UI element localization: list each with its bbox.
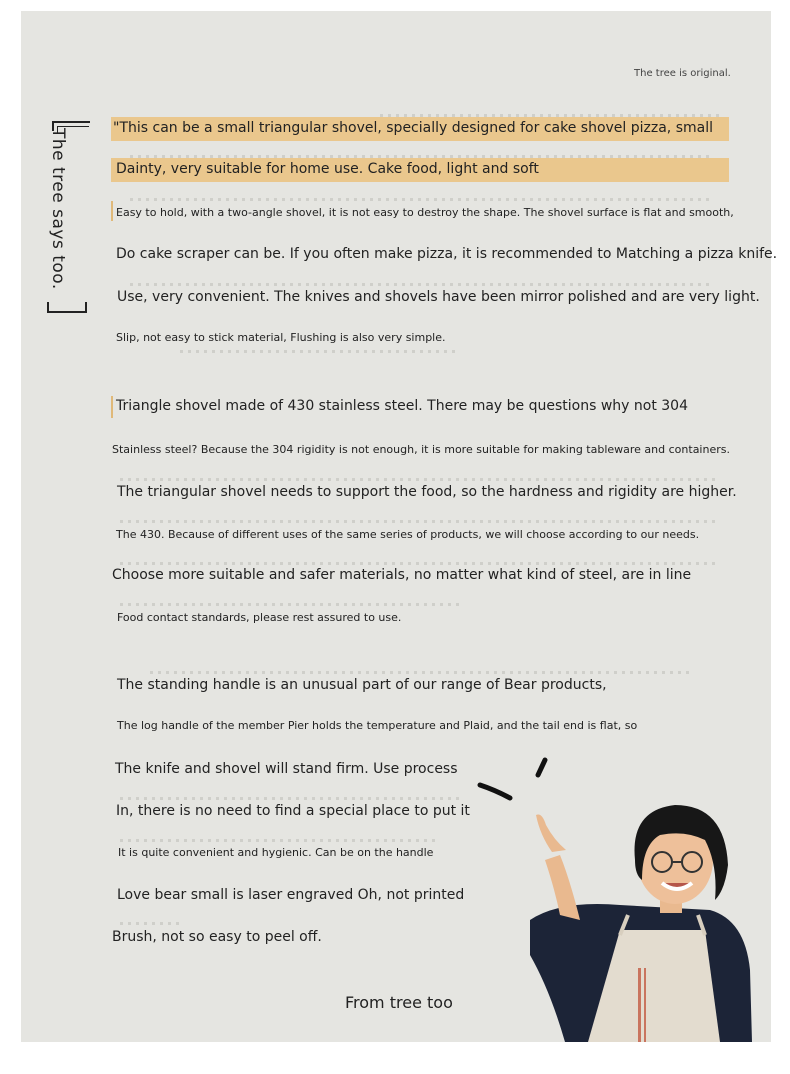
accent-stroke-icon — [480, 785, 510, 798]
paragraph-line: Easy to hold, with a two-angle shovel, it is not easy to destroy the shape. The shovel surface is flat and smooth, — [116, 206, 734, 219]
paragraph-line: Do cake scraper can be. If you often make pizza, it is recommended to Matching a pizza knife. — [116, 246, 778, 262]
paragraph-line: Brush, not so easy to peel off. — [112, 929, 322, 945]
paragraph-line: Use, very convenient. The knives and shovels have been mirror polished and are very light. — [117, 289, 760, 305]
ghost-stroke — [120, 520, 720, 523]
paragraph-line: Triangle shovel made of 430 stainless steel. There may be questions why not 304 — [116, 398, 688, 414]
ghost-stroke — [180, 350, 460, 353]
ghost-stroke — [130, 198, 710, 201]
paragraph-line: The standing handle is an unusual part of our range of Bear products, — [117, 677, 607, 693]
vertical-title: The tree says too. — [48, 128, 68, 290]
ghost-stroke — [130, 155, 710, 158]
paragraph-marker — [111, 201, 113, 221]
paragraph-line: Love bear small is laser engraved Oh, not printed — [117, 887, 465, 903]
ghost-stroke — [120, 562, 720, 565]
paragraph-line: "This can be a small triangular shovel, specially designed for cake shovel pizza, small — [113, 120, 713, 136]
paragraph-line: Stainless steel? Because the 304 rigidity is not enough, it is more suitable for making tableware and containers. — [112, 443, 730, 456]
ghost-stroke — [120, 603, 460, 606]
ghost-stroke — [120, 797, 460, 800]
footer-title: From tree too — [345, 993, 453, 1012]
ghost-stroke — [120, 839, 440, 842]
ghost-stroke — [150, 671, 690, 674]
person-pointing-illustration — [470, 740, 770, 1042]
accent-stroke-icon — [538, 760, 545, 775]
signature-text: The tree is original. — [634, 68, 731, 79]
paragraph-line: Slip, not easy to stick material, Flushing is also very simple. — [116, 331, 446, 344]
paragraph-line: The knife and shovel will stand firm. Use process — [115, 761, 458, 777]
paragraph-line: It is quite convenient and hygienic. Can be on the handle — [118, 846, 434, 859]
paragraph-marker — [111, 396, 113, 418]
paragraph-line: The 430. Because of different uses of the same series of products, we will choose according to our needs. — [116, 528, 700, 541]
paragraph-line: Choose more suitable and safer materials, no matter what kind of steel, are in line — [112, 567, 692, 583]
ghost-stroke — [120, 922, 180, 925]
bracket-bottom-icon — [47, 302, 87, 313]
paragraph-line: Dainty, very suitable for home use. Cake food, light and soft — [116, 161, 539, 177]
ghost-stroke — [380, 114, 720, 117]
paragraph-line: The log handle of the member Pier holds the temperature and Plaid, and the tail end is flat, so — [117, 719, 638, 732]
ghost-stroke — [130, 283, 710, 286]
paragraph-line: Food contact standards, please rest assured to use. — [117, 611, 402, 624]
paragraph-line: The triangular shovel needs to support the food, so the hardness and rigidity are higher. — [117, 484, 737, 500]
ghost-stroke — [120, 478, 720, 481]
paragraph-line: In, there is no need to find a special place to put it — [116, 803, 470, 819]
